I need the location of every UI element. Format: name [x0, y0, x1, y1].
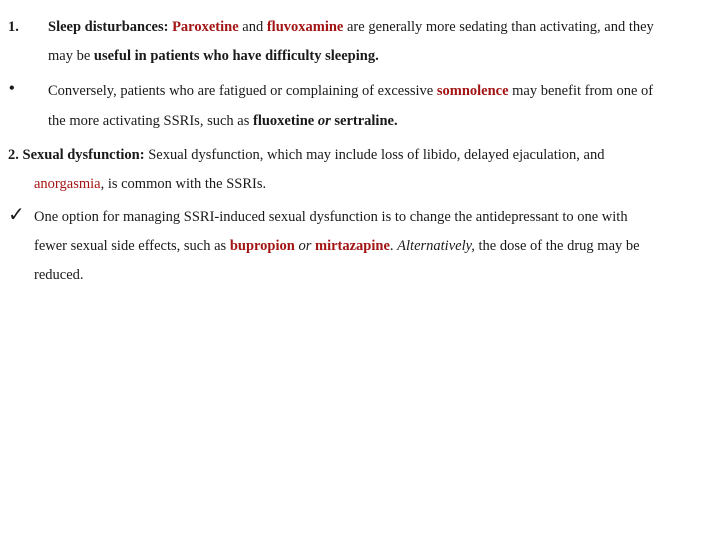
text-may-be: may be — [48, 48, 91, 64]
drug-sertraline: sertraline. — [334, 113, 398, 129]
term-anorgasmia: anorgasmia — [34, 176, 101, 192]
drug-fluvoxamine: fluvoxamine — [266, 19, 344, 35]
text-alternatively: Alternatively, — [397, 238, 475, 254]
option-line-3: reduced. — [34, 267, 84, 283]
somnolence-text-pre: Conversely, patients who are fatigued or complaining of excessive — [48, 83, 434, 99]
somnolence-text-post: may benefit from one of — [512, 83, 654, 99]
drug-bupropion: bupropion — [229, 238, 295, 254]
sexual-heading: 2. Sexual dysfunction: — [8, 147, 145, 163]
bullet-icon: • — [9, 80, 15, 97]
option-line-2 — [34, 237, 640, 255]
item-number: 1. — [8, 19, 19, 35]
drug-paroxetine: Paroxetine — [172, 19, 239, 35]
text-period: . — [389, 238, 394, 254]
checkmark-icon: ✓ — [8, 202, 25, 226]
sleep-line-2 — [48, 47, 379, 65]
sexual-text: Sexual dysfunction, which may include loss of libido, delayed ejaculation, and — [148, 147, 605, 163]
sleep-text: are generally more sedating than activating, and they — [347, 19, 654, 35]
sleep-line-1 — [48, 18, 654, 36]
option-line-1: One option for managing SSRI-induced sexual dysfunction is to change the antidepressant to one with — [34, 209, 628, 225]
somnolence-line-1 — [48, 82, 653, 100]
option-text-pre: fewer sexual side effects, such as — [34, 238, 227, 254]
text-and: and — [242, 19, 264, 35]
somnolence-line-2 — [48, 112, 398, 130]
text-or-2: or — [298, 238, 312, 254]
sexual-line-2 — [34, 175, 266, 193]
sleep-emphasis: useful in patients who have difficulty sleeping. — [93, 48, 379, 64]
sexual-line-1 — [8, 146, 604, 164]
drug-mirtazapine: mirtazapine — [315, 238, 390, 254]
term-somnolence: somnolence — [436, 83, 509, 99]
anorgasmia-text: , is common with the SSRIs. — [100, 176, 267, 192]
drug-fluoxetine: fluoxetine — [252, 113, 315, 129]
text-or: or — [317, 113, 331, 129]
option-text-rest: the dose of the drug may be — [478, 238, 640, 254]
sleep-heading: Sleep disturbances: — [48, 19, 169, 35]
activating-ssri-text: the more activating SSRIs, such as — [48, 113, 250, 129]
